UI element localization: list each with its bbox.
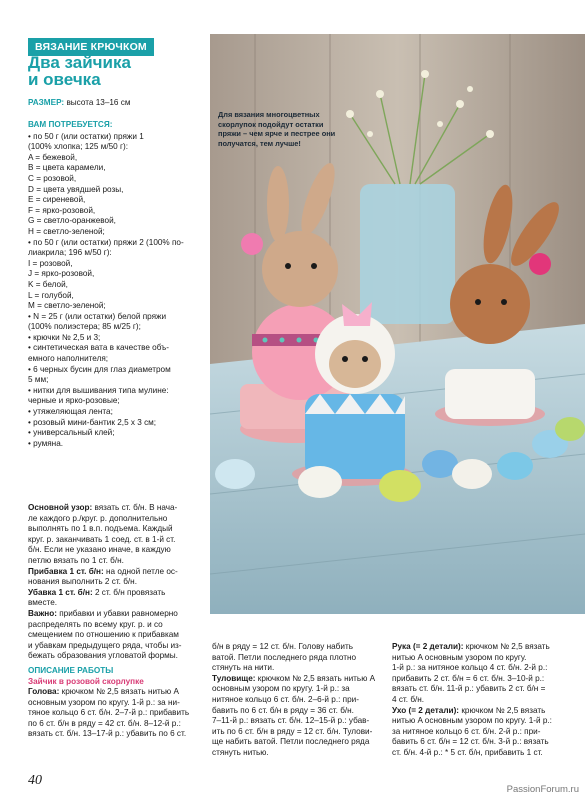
- material-line: • по 50 г (или остатки) пряжи 1: [28, 131, 144, 141]
- materials-list: [28, 120, 206, 449]
- material-line: • универсальный клей;: [28, 428, 115, 438]
- material-line: E = сиреневой,: [28, 195, 86, 205]
- material-line: B = цвета карамели,: [28, 163, 106, 173]
- pattern-text: прибавки и убавки равномерно: [59, 608, 178, 618]
- work-line: основным узором по кругу. 1-й р.: за ни-: [28, 697, 180, 707]
- pattern-line: смещением по отношению к прибавкам: [28, 630, 179, 640]
- work-line: [28, 687, 206, 698]
- material-line: лиакрила; 196 м/50 г):: [28, 248, 112, 258]
- page-number: 40: [28, 773, 42, 788]
- material-line: 5 мм;: [28, 375, 49, 385]
- work-subheading: Зайчик в розовой скорлупке: [28, 676, 144, 686]
- pattern-line: выполнять по 1 в.п. подъема. Каждый: [28, 524, 173, 534]
- col2-line: бавить по 6 ст. б/н в ряду = 36 ст. б/н.: [212, 705, 354, 715]
- material-line: M = светло-зеленой;: [28, 301, 106, 311]
- pattern-text: 2 ст. б/н провязать: [94, 587, 166, 597]
- body-label: Туловище:: [212, 673, 256, 683]
- material-line: • 6 черных бусин для глаз диаметром: [28, 364, 171, 374]
- pattern-line: [28, 503, 206, 514]
- title-line-2: и овечка: [28, 70, 101, 89]
- col3-text: крючком № 2,5 вязать: [465, 642, 550, 651]
- basic-pattern-label: Основной узор:: [28, 503, 93, 512]
- col3-line: [392, 642, 564, 653]
- col2-line: ватой. Петли последнего ряда плотно: [212, 652, 357, 662]
- section-badge: ВЯЗАНИЕ КРЮЧКОМ: [28, 38, 154, 56]
- work-line: по 6 ст. б/н в ряду = 42 ст. б/н. 8–12-й р.:: [28, 718, 181, 728]
- pattern-notes: [28, 503, 206, 740]
- work-text: крючком № 2,5 вязать нитью A: [61, 687, 179, 697]
- col2-line: ить по 6 ст. б/н в ряду = 12 ст. б/н. Тулови-: [212, 726, 373, 736]
- pattern-line: и убавкам предыдущего ряда, чтобы из-: [28, 640, 182, 650]
- material-line: • нитки для вышивания типа мулине:: [28, 385, 169, 395]
- col3-text: крючком № 2,5 вязать: [461, 705, 546, 715]
- material-line: F = ярко-розовой,: [28, 205, 96, 215]
- material-line: • румяна.: [28, 438, 64, 448]
- material-line: L = голубой,: [28, 290, 74, 300]
- col3-line: бавить 6 ст. б/н = 12 ст. б/н. 3-й р.: вязать: [392, 737, 549, 747]
- col3-line: нитью A основным узором по кругу.: [392, 652, 527, 662]
- pattern-line: б/н. Если не указано иначе, в каждую: [28, 545, 171, 555]
- material-line: K = белой,: [28, 279, 68, 289]
- col2-line: 7–11-й р.: вязать ст. б/н. 12–15-й р.: убав-: [212, 716, 370, 726]
- col2-text: крючком № 2,5 вязать нитью A: [257, 673, 376, 683]
- photo-caption: Для вязания многоцветных скорлупок подойдут остатки пряжи – чем ярче и пестрее они получатся, тем лучше!: [218, 110, 336, 148]
- work-line: вязать ст. б/н. 13–17-й р.: убавить по 6 ст.: [28, 729, 187, 739]
- pattern-line: распределять по всему круг. р. и со: [28, 619, 163, 629]
- pattern-line: вместе.: [28, 598, 58, 608]
- size-value: высота 13–16 см: [66, 98, 131, 107]
- material-line: • N = 25 г (или остатки) белой пряжи: [28, 311, 167, 321]
- material-line: • синтетическая вата в качестве объ-: [28, 343, 169, 353]
- pattern-line: бежать образования угловатой формы.: [28, 651, 178, 661]
- pattern-line: [28, 567, 206, 578]
- size-info: [28, 98, 203, 109]
- increase-label: Прибавка 1 ст. б/н:: [28, 566, 104, 576]
- col3-line: за нитяное кольцо 6 ст. б/н. 2-й р.: при-: [392, 726, 541, 736]
- col3-line: 4 ст. б/н.: [392, 694, 425, 704]
- pattern-text: на одной петле ос-: [106, 566, 178, 576]
- material-line: • розовый мини-бантик 2,5 х 3 см;: [28, 417, 157, 427]
- col2-line: стянуть на нити.: [212, 663, 275, 673]
- col2-line: нитяное кольцо 6 ст. б/н. 2–6-й р.: при-: [212, 694, 359, 704]
- text-column-3: [392, 642, 564, 759]
- arm-label: Рука (= 2 детали):: [392, 642, 464, 651]
- work-line: тяное кольцо 6 ст. б/н. 2–7-й р.: прибавить: [28, 708, 190, 718]
- material-line: G = светло-оранжевой,: [28, 216, 116, 226]
- material-line: емного наполнителя;: [28, 354, 109, 364]
- toy-photo: [210, 34, 585, 614]
- work-heading: ОПИСАНИЕ РАБОТЫ: [28, 665, 114, 675]
- article-title: [28, 54, 203, 88]
- pattern-line: [28, 588, 206, 599]
- material-line: черные и ярко-розовые;: [28, 396, 120, 406]
- material-line: • утяжеляющая лента;: [28, 407, 113, 417]
- important-label: Важно:: [28, 608, 57, 618]
- material-line: J = ярко-розовой,: [28, 269, 95, 279]
- material-line: (100% полиэстера; 85 м/25 г);: [28, 322, 141, 332]
- materials-heading: ВАМ ПОТРЕБУЕТСЯ:: [28, 120, 113, 129]
- pattern-text: вязать ст. б/н. В нача-: [94, 503, 178, 512]
- material-line: I = розовой,: [28, 258, 73, 268]
- col3-line: вязать ст. б/н. 11-й р.: убавить 2 ст. б/н =: [392, 684, 546, 694]
- material-line: D = цвета увядшей розы,: [28, 184, 124, 194]
- material-line: • крючки № 2,5 и 3;: [28, 332, 101, 342]
- col3-line: прибавить 2 ст. б/н = 6 ст. б/н. 3–10-й р.:: [392, 673, 545, 683]
- material-line: (100% хлопка; 125 м/50 г):: [28, 142, 128, 152]
- watermark: PassionForum.ru: [506, 784, 579, 795]
- col2-line: [212, 674, 382, 685]
- pattern-line: [28, 609, 206, 620]
- ear-label: Ухо (= 2 детали):: [392, 705, 460, 715]
- col2-line: основным узором по кругу. 1-й р.: за: [212, 684, 350, 694]
- head-label: Голова:: [28, 687, 60, 697]
- col2-line: б/н в ряду = 12 ст. б/н. Голову набить: [212, 642, 353, 651]
- size-label: РАЗМЕР:: [28, 98, 65, 107]
- pattern-line: петлю вязать по 1 ст. б/н.: [28, 555, 124, 565]
- decrease-label: Убавка 1 ст. б/н:: [28, 587, 93, 597]
- col2-line: стянуть нитью.: [212, 747, 269, 757]
- col2-line: ще набить ватой. Петли последнего ряда: [212, 737, 370, 747]
- pattern-line: нования выполнить 2 ст. б/н.: [28, 577, 137, 587]
- col3-line: ст. б/н. 4-й р.: * 5 ст. б/н, прибавить 1 ст.: [392, 747, 543, 757]
- col3-line: [392, 706, 564, 717]
- material-line: A = бежевой,: [28, 152, 78, 162]
- material-line: C = розовой,: [28, 173, 77, 183]
- material-line: H = светло-зеленой;: [28, 226, 105, 236]
- material-line: • по 50 г (или остатки) пряжи 2 (100% по-: [28, 237, 184, 247]
- pattern-line: ле каждого р./круг. р. дополнительно: [28, 513, 168, 523]
- title-line-1: Два зайчика: [28, 53, 131, 72]
- col3-line: нитью A основным узором по кругу. 1-й р.:: [392, 716, 552, 726]
- col3-line: 1-й р.: за нитяное кольцо 4 ст. б/н. 2-й р.:: [392, 663, 548, 673]
- text-column-2: [212, 642, 382, 759]
- pattern-line: круг. р. заканчивать 1 соед. ст. в 1-й ст.: [28, 534, 176, 544]
